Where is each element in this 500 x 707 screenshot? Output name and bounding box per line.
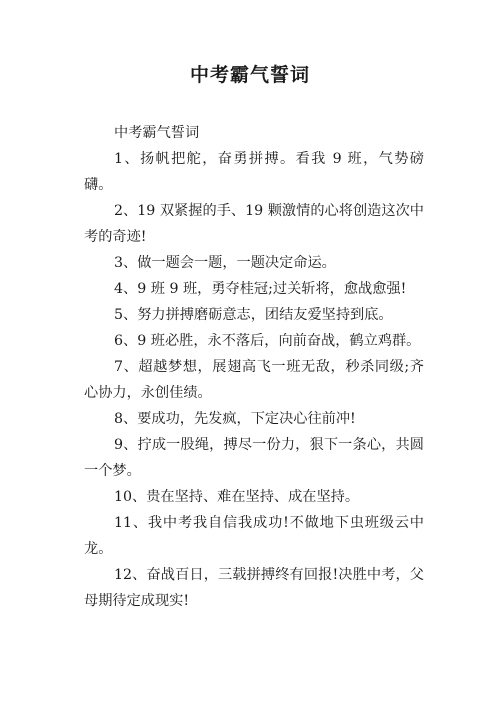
paragraph-item-7: 7、超越梦想，展翅高飞一班无敌，秒杀同级;齐心协力，永创佳绩。 xyxy=(84,359,424,401)
paragraph-item-5: 5、努力拼搏磨砺意志，团结友爱坚持到底。 xyxy=(114,307,393,323)
paragraph-item-4: 4、9 班 9 班，勇夺桂冠;过关斩将，愈战愈强! xyxy=(114,281,407,297)
paragraph-item-8: 8、要成功，先发疯，下定决心往前冲! xyxy=(114,411,356,427)
document-title: 中考霸气誓词 xyxy=(189,64,310,86)
paragraph-subtitle: 中考霸气誓词 xyxy=(114,125,200,141)
paragraph-item-9: 9、拧成一股绳，搏尽一份力，狠下一条心，共圆一个梦。 xyxy=(84,437,424,479)
paragraph-item-10: 10、贵在坚持、难在坚持、成在坚持。 xyxy=(114,489,360,505)
paragraph-item-1: 1、扬帆把舵，奋勇拼搏。看我 9 班，气势磅礴。 xyxy=(84,151,424,193)
paragraph-item-11: 11、我中考我自信我成功!不做地下虫班级云中龙。 xyxy=(84,515,424,557)
paragraph-item-12: 12、奋战百日，三载拼搏终有回报!决胜中考，父母期待定成现实! xyxy=(84,567,424,609)
paragraph-item-2: 2、19 双紧握的手、19 颗激情的心将创造这次中考的奇迹! xyxy=(84,203,424,245)
paragraph-item-3: 3、做一题会一题，一题决定命运。 xyxy=(114,255,336,271)
paragraph-item-6: 6、9 班必胜，永不落后，向前奋战，鹤立鸡群。 xyxy=(114,333,421,349)
document-body xyxy=(84,120,424,614)
